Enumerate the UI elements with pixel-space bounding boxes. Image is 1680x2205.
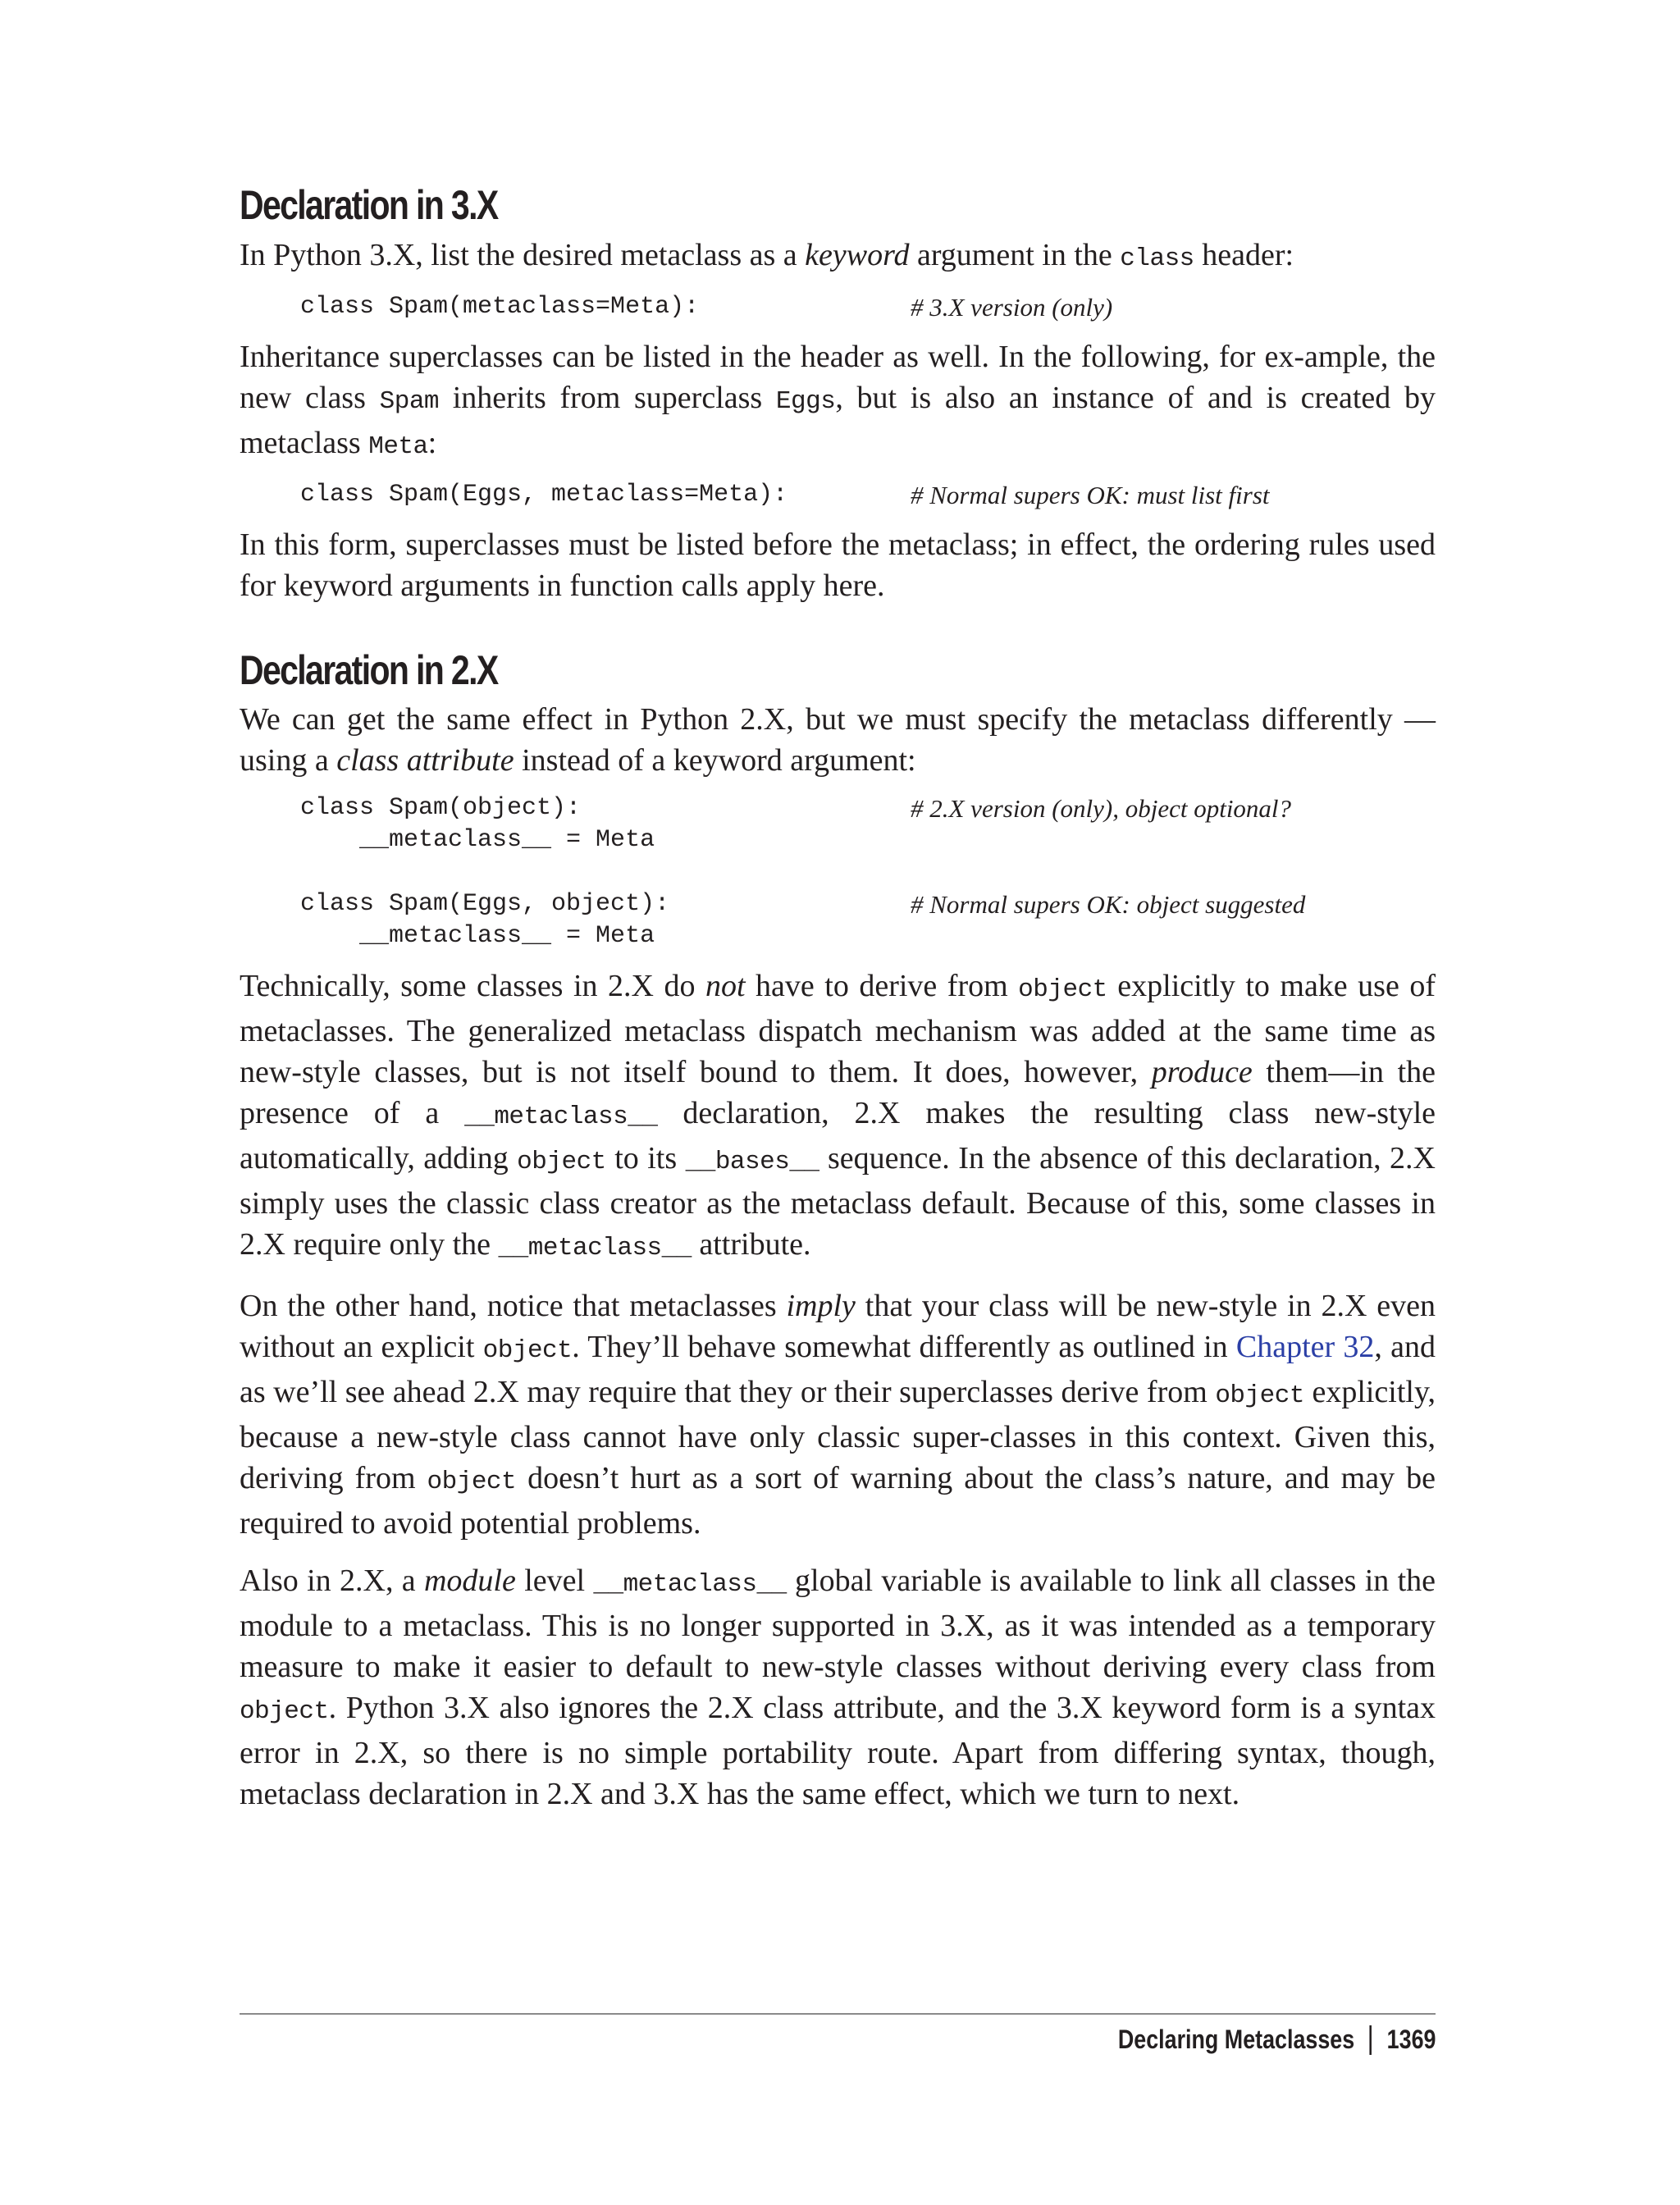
code-block-3x-version xyxy=(300,291,1436,323)
paragraph-2x-technically xyxy=(240,966,1436,1269)
text: . Python 3.X also ignores the 2.X class attribute, and the 3.X keyword form is a syntax error in 2.X, so there is no simple portability route. Apart from differing syntax, though, metaclass declaration in 2.X and 3.X has the same effect, which we turn to next. xyxy=(240,1691,1436,1811)
inline-code: object xyxy=(427,1468,517,1496)
inline-code: Eggs xyxy=(775,386,836,416)
text: to its xyxy=(605,1141,686,1176)
page-body xyxy=(240,172,1436,1815)
footer-divider xyxy=(240,2013,1436,2015)
emphasis: imply xyxy=(786,1289,856,1323)
code-text: class Spam(metaclass=Meta): xyxy=(300,292,700,321)
code-comment: # Normal supers OK: object suggested xyxy=(911,890,1306,919)
inline-code: object xyxy=(1018,975,1107,1004)
inline-code: object xyxy=(517,1148,606,1176)
code-text: class Spam(Eggs, metaclass=Meta): xyxy=(300,480,788,509)
inline-code: Meta xyxy=(368,431,428,461)
text: inherits from superclass xyxy=(439,380,776,415)
inline-code: __metaclass__ xyxy=(498,1234,692,1262)
inline-code: __metaclass__ xyxy=(464,1102,658,1131)
text: Also in 2.X, a xyxy=(240,1564,424,1598)
text: doesn’t hurt as a sort of warning about the class’s nature, and may be required to avoid potential problems. xyxy=(240,1461,1436,1541)
code-line xyxy=(300,920,1436,952)
code-comment: # 3.X version (only) xyxy=(911,292,1113,322)
emphasis: not xyxy=(705,969,746,1003)
code-block-2x xyxy=(300,792,1436,952)
text: that your class will be new-style in 2.X even without an explicit xyxy=(240,1289,1436,1364)
footer-section-title: Declaring Metaclasses xyxy=(1117,2025,1354,2054)
text: header: xyxy=(1194,237,1294,272)
code-line xyxy=(300,479,1436,511)
code-text: class Spam(object): xyxy=(300,794,582,822)
inline-code: __metaclass__ xyxy=(593,1570,787,1599)
text: On the other hand, notice that metaclasses xyxy=(240,1289,787,1323)
text: , but is also an instance of and is created by metaclass xyxy=(240,380,1436,460)
code-blank-line xyxy=(300,856,1436,888)
paragraph-3x-inheritance xyxy=(240,336,1436,468)
text: level xyxy=(515,1564,594,1598)
inline-code: object xyxy=(482,1336,573,1365)
text: instead of a keyword argument: xyxy=(514,743,916,778)
paragraph-3x-ordering: In this form, superclasses must be listed before the metaclass; in effect, the ordering rules used for keyword arguments in function calls apply here. xyxy=(240,527,1436,603)
inline-code: Spam xyxy=(379,386,440,416)
section-heading-2x: Declaration in 2.X xyxy=(240,646,498,693)
code-line xyxy=(300,824,1436,856)
paragraph-2x-module-level xyxy=(240,1560,1436,1815)
code-comment: # Normal supers OK: must list first xyxy=(911,480,1270,509)
text: have to derive from xyxy=(745,969,1019,1003)
footer-separator xyxy=(1369,2025,1372,2055)
section-heading-3x: Declaration in 3.X xyxy=(240,182,498,228)
text: In Python 3.X, list the desired metaclass as a xyxy=(240,237,806,272)
paragraph-2x-intro xyxy=(240,699,1436,781)
text: We can get the same effect in Python 2.X, but we must specify the metaclass differently —using a xyxy=(240,702,1436,778)
code-line xyxy=(300,888,1436,920)
text: . They’ll behave somewhat differently as outlined in xyxy=(572,1330,1236,1364)
code-block-3x-supers xyxy=(300,479,1436,511)
code-comment: # 2.X version (only), object optional? xyxy=(911,794,1292,823)
page-number: 1369 xyxy=(1386,2025,1436,2054)
emphasis: module xyxy=(423,1564,516,1598)
chapter-link[interactable]: Chapter 32 xyxy=(1235,1330,1375,1364)
code-text: __metaclass__ = Meta xyxy=(300,922,655,950)
emphasis: class attribute xyxy=(336,743,514,778)
code-text: __metaclass__ = Meta xyxy=(300,826,655,854)
inline-code: object xyxy=(240,1697,329,1726)
code-text: class Spam(Eggs, object): xyxy=(300,890,670,918)
code-line xyxy=(300,792,1436,824)
text: explicitly, because a new-style class cannot have only classic super-classes in this context. Given this, deriving from xyxy=(240,1375,1436,1495)
emphasis: keyword xyxy=(805,237,910,272)
text: Technically, some classes in 2.X do xyxy=(240,969,705,1003)
text: argument in the xyxy=(909,237,1121,272)
code-line xyxy=(300,291,1436,323)
text: : xyxy=(427,425,437,460)
text: explicitly to make use of metaclasses. The generalized metaclass dispatch mechanism was added at the same time as new-style classes, but is not itself bound to them. It does, however, xyxy=(240,969,1436,1089)
page-footer xyxy=(1117,2025,1436,2055)
emphasis: produce xyxy=(1151,1055,1253,1089)
inline-code: class xyxy=(1120,244,1194,273)
text: sequence. In the absence of this declaration, 2.X simply uses the classic class creator as the metaclass default. Because of this, some classes in 2.X require only the xyxy=(240,1141,1436,1262)
text: declaration, 2.X makes the resulting class new-style automatically, adding xyxy=(240,1096,1436,1176)
text: Inheritance superclasses can be listed in the header as well. In the following, for ex-ample, the new class xyxy=(240,339,1436,415)
text: attribute. xyxy=(691,1227,811,1262)
inline-code: object xyxy=(1215,1381,1304,1410)
text: global variable is available to link all classes in the module to a metaclass. This is no longer supported in 3.X, as it was intended as a temporary measure to make it easier to default to new-style classes without deriving every class from xyxy=(240,1564,1436,1684)
paragraph-3x-intro xyxy=(240,235,1436,280)
text: , and as we’ll see ahead 2.X may require that they or their superclasses derive from xyxy=(240,1330,1436,1409)
text: them—in the presence of a xyxy=(240,1055,1436,1130)
paragraph-2x-other-hand xyxy=(240,1285,1436,1544)
inline-code: __bases__ xyxy=(685,1148,819,1176)
